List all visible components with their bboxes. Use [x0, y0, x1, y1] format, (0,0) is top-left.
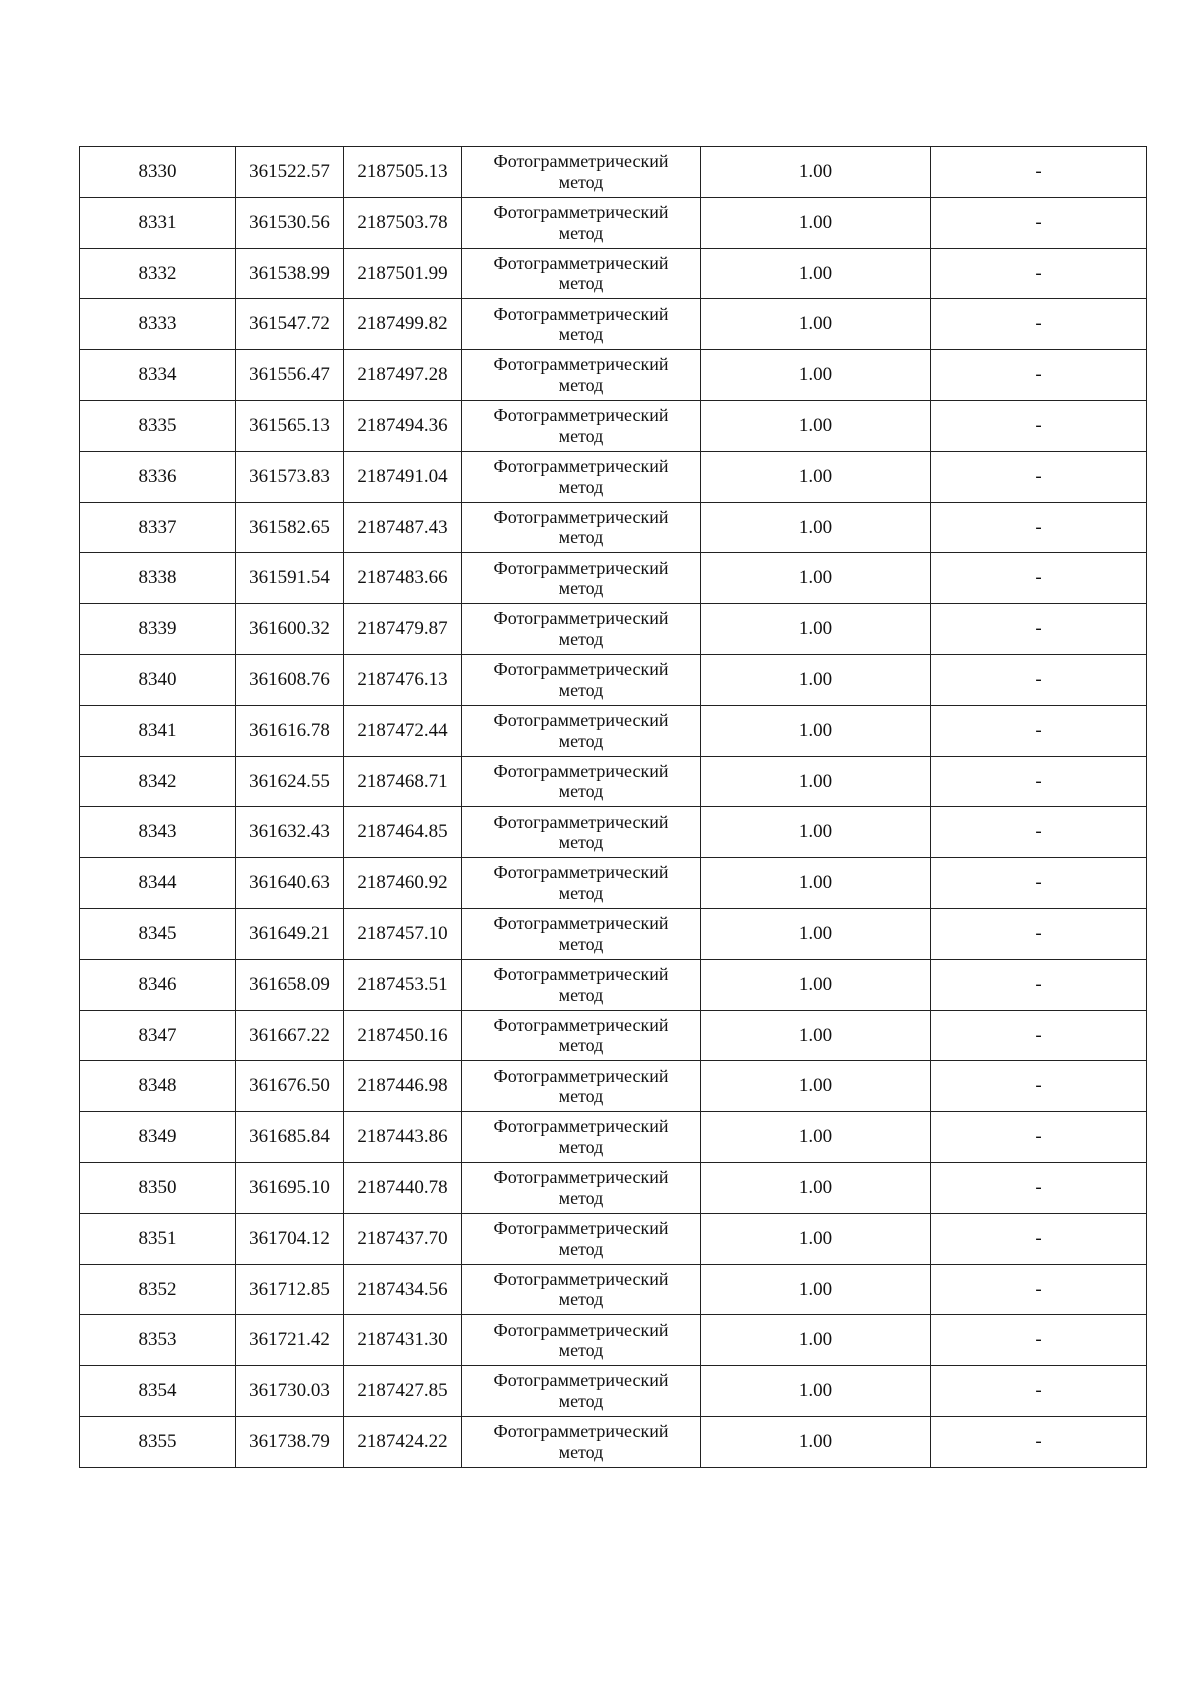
method-line-2: метод [558, 324, 604, 345]
accuracy-cell: 1.00 [701, 1061, 931, 1112]
note-cell: - [931, 451, 1147, 502]
note-cell: - [931, 1213, 1147, 1264]
method-line-1: Фотограмметрический [493, 608, 669, 629]
method-cell [462, 1213, 701, 1264]
accuracy-cell: 1.00 [701, 350, 931, 401]
table-row [80, 908, 1147, 959]
method-line-1: Фотограмметрический [493, 252, 669, 273]
method-line-2: метод [558, 476, 604, 497]
note-cell: - [931, 1061, 1147, 1112]
x-coordinate-cell: 361591.54 [236, 553, 344, 604]
method-line-1: Фотограмметрический [493, 709, 669, 730]
note-cell: - [931, 756, 1147, 807]
accuracy-cell: 1.00 [701, 147, 931, 198]
y-coordinate-cell: 2187479.87 [344, 604, 462, 655]
method-cell [462, 197, 701, 248]
note-cell: - [931, 147, 1147, 198]
point-number-cell: 8345 [80, 908, 236, 959]
method-line-2: метод [558, 1441, 604, 1462]
note-cell: - [931, 705, 1147, 756]
method-line-1: Фотограмметрический [493, 1319, 669, 1340]
method-line-2: метод [558, 1340, 604, 1361]
note-cell: - [931, 1416, 1147, 1467]
x-coordinate-cell: 361649.21 [236, 908, 344, 959]
table-row [80, 1061, 1147, 1112]
point-number-cell: 8333 [80, 299, 236, 350]
point-number-cell: 8351 [80, 1213, 236, 1264]
method-line-2: метод [558, 832, 604, 853]
note-cell: - [931, 502, 1147, 553]
method-line-2: метод [558, 578, 604, 599]
y-coordinate-cell: 2187460.92 [344, 858, 462, 909]
note-cell: - [931, 553, 1147, 604]
note-cell: - [931, 1010, 1147, 1061]
y-coordinate-cell: 2187431.30 [344, 1315, 462, 1366]
note-cell: - [931, 654, 1147, 705]
method-line-2: метод [558, 425, 604, 446]
x-coordinate-cell: 361624.55 [236, 756, 344, 807]
table-row [80, 502, 1147, 553]
accuracy-cell: 1.00 [701, 1315, 931, 1366]
x-coordinate-cell: 361695.10 [236, 1162, 344, 1213]
accuracy-cell: 1.00 [701, 400, 931, 451]
point-number-cell: 8334 [80, 350, 236, 401]
method-line-2: метод [558, 1391, 604, 1412]
note-cell: - [931, 1264, 1147, 1315]
x-coordinate-cell: 361573.83 [236, 451, 344, 502]
coordinates-table [79, 146, 1147, 1468]
table-row [80, 1366, 1147, 1417]
accuracy-cell: 1.00 [701, 756, 931, 807]
accuracy-cell: 1.00 [701, 553, 931, 604]
note-cell: - [931, 400, 1147, 451]
method-line-2: метод [558, 273, 604, 294]
table-row [80, 654, 1147, 705]
accuracy-cell: 1.00 [701, 959, 931, 1010]
table-row [80, 1213, 1147, 1264]
method-cell [462, 1061, 701, 1112]
point-number-cell: 8343 [80, 807, 236, 858]
note-cell: - [931, 197, 1147, 248]
y-coordinate-cell: 2187446.98 [344, 1061, 462, 1112]
method-line-1: Фотограмметрический [493, 506, 669, 527]
table-row [80, 959, 1147, 1010]
y-coordinate-cell: 2187472.44 [344, 705, 462, 756]
x-coordinate-cell: 361667.22 [236, 1010, 344, 1061]
note-cell: - [931, 959, 1147, 1010]
table-row [80, 1112, 1147, 1163]
method-line-1: Фотограмметрический [493, 862, 669, 883]
method-cell [462, 908, 701, 959]
method-line-1: Фотограмметрический [493, 1268, 669, 1289]
method-line-1: Фотограмметрический [493, 354, 669, 375]
accuracy-cell: 1.00 [701, 1416, 931, 1467]
method-line-1: Фотограмметрический [493, 1014, 669, 1035]
table-row [80, 1264, 1147, 1315]
table-row [80, 451, 1147, 502]
method-cell [462, 350, 701, 401]
table-row [80, 350, 1147, 401]
method-line-2: метод [558, 1086, 604, 1107]
x-coordinate-cell: 361547.72 [236, 299, 344, 350]
y-coordinate-cell: 2187501.99 [344, 248, 462, 299]
method-line-1: Фотограмметрический [493, 811, 669, 832]
y-coordinate-cell: 2187497.28 [344, 350, 462, 401]
note-cell: - [931, 299, 1147, 350]
accuracy-cell: 1.00 [701, 1010, 931, 1061]
method-line-1: Фотограмметрический [493, 1065, 669, 1086]
method-cell [462, 451, 701, 502]
table-row [80, 756, 1147, 807]
accuracy-cell: 1.00 [701, 654, 931, 705]
table-row [80, 1416, 1147, 1467]
table-row [80, 604, 1147, 655]
method-cell [462, 248, 701, 299]
method-line-2: метод [558, 984, 604, 1005]
point-number-cell: 8335 [80, 400, 236, 451]
y-coordinate-cell: 2187483.66 [344, 553, 462, 604]
x-coordinate-cell: 361530.56 [236, 197, 344, 248]
method-cell [462, 705, 701, 756]
y-coordinate-cell: 2187440.78 [344, 1162, 462, 1213]
method-cell [462, 1264, 701, 1315]
y-coordinate-cell: 2187450.16 [344, 1010, 462, 1061]
y-coordinate-cell: 2187503.78 [344, 197, 462, 248]
x-coordinate-cell: 361730.03 [236, 1366, 344, 1417]
method-cell [462, 1162, 701, 1213]
method-line-1: Фотограмметрический [493, 557, 669, 578]
method-cell [462, 1010, 701, 1061]
method-line-1: Фотограмметрический [493, 963, 669, 984]
point-number-cell: 8338 [80, 553, 236, 604]
method-line-1: Фотограмметрический [493, 659, 669, 680]
y-coordinate-cell: 2187443.86 [344, 1112, 462, 1163]
method-cell [462, 400, 701, 451]
point-number-cell: 8342 [80, 756, 236, 807]
point-number-cell: 8347 [80, 1010, 236, 1061]
accuracy-cell: 1.00 [701, 502, 931, 553]
method-cell [462, 553, 701, 604]
table-row [80, 858, 1147, 909]
method-cell [462, 654, 701, 705]
method-line-2: метод [558, 527, 604, 548]
accuracy-cell: 1.00 [701, 604, 931, 655]
point-number-cell: 8341 [80, 705, 236, 756]
accuracy-cell: 1.00 [701, 248, 931, 299]
x-coordinate-cell: 361658.09 [236, 959, 344, 1010]
note-cell: - [931, 858, 1147, 909]
x-coordinate-cell: 361608.76 [236, 654, 344, 705]
note-cell: - [931, 604, 1147, 655]
method-line-1: Фотограмметрический [493, 1421, 669, 1442]
method-line-2: метод [558, 629, 604, 650]
note-cell: - [931, 807, 1147, 858]
accuracy-cell: 1.00 [701, 705, 931, 756]
point-number-cell: 8339 [80, 604, 236, 655]
method-cell [462, 1366, 701, 1417]
x-coordinate-cell: 361712.85 [236, 1264, 344, 1315]
method-line-1: Фотограмметрический [493, 1217, 669, 1238]
method-cell [462, 959, 701, 1010]
table-row [80, 299, 1147, 350]
method-line-1: Фотограмметрический [493, 303, 669, 324]
method-line-2: метод [558, 1187, 604, 1208]
x-coordinate-cell: 361704.12 [236, 1213, 344, 1264]
note-cell: - [931, 1366, 1147, 1417]
method-line-2: метод [558, 730, 604, 751]
x-coordinate-cell: 361565.13 [236, 400, 344, 451]
accuracy-cell: 1.00 [701, 807, 931, 858]
accuracy-cell: 1.00 [701, 1366, 931, 1417]
note-cell: - [931, 1315, 1147, 1366]
point-number-cell: 8330 [80, 147, 236, 198]
x-coordinate-cell: 361582.65 [236, 502, 344, 553]
method-line-1: Фотограмметрический [493, 151, 669, 172]
point-number-cell: 8344 [80, 858, 236, 909]
method-line-2: метод [558, 1035, 604, 1056]
point-number-cell: 8340 [80, 654, 236, 705]
method-cell [462, 147, 701, 198]
method-line-2: метод [558, 1289, 604, 1310]
note-cell: - [931, 1162, 1147, 1213]
method-cell [462, 1416, 701, 1467]
point-number-cell: 8336 [80, 451, 236, 502]
x-coordinate-cell: 361632.43 [236, 807, 344, 858]
method-line-1: Фотограмметрический [493, 1167, 669, 1188]
x-coordinate-cell: 361616.78 [236, 705, 344, 756]
y-coordinate-cell: 2187494.36 [344, 400, 462, 451]
method-line-2: метод [558, 679, 604, 700]
method-line-2: метод [558, 1137, 604, 1158]
x-coordinate-cell: 361640.63 [236, 858, 344, 909]
point-number-cell: 8353 [80, 1315, 236, 1366]
accuracy-cell: 1.00 [701, 451, 931, 502]
x-coordinate-cell: 361538.99 [236, 248, 344, 299]
y-coordinate-cell: 2187476.13 [344, 654, 462, 705]
accuracy-cell: 1.00 [701, 858, 931, 909]
y-coordinate-cell: 2187457.10 [344, 908, 462, 959]
y-coordinate-cell: 2187487.43 [344, 502, 462, 553]
method-line-2: метод [558, 883, 604, 904]
x-coordinate-cell: 361721.42 [236, 1315, 344, 1366]
method-line-1: Фотограмметрический [493, 455, 669, 476]
method-line-2: метод [558, 1238, 604, 1259]
point-number-cell: 8349 [80, 1112, 236, 1163]
table-row [80, 1162, 1147, 1213]
x-coordinate-cell: 361522.57 [236, 147, 344, 198]
accuracy-cell: 1.00 [701, 1112, 931, 1163]
method-line-1: Фотограмметрический [493, 202, 669, 222]
y-coordinate-cell: 2187491.04 [344, 451, 462, 502]
method-line-1: Фотограмметрический [493, 913, 669, 934]
x-coordinate-cell: 361738.79 [236, 1416, 344, 1467]
method-line-1: Фотограмметрический [493, 1116, 669, 1137]
point-number-cell: 8346 [80, 959, 236, 1010]
note-cell: - [931, 248, 1147, 299]
accuracy-cell: 1.00 [701, 1264, 931, 1315]
method-cell [462, 858, 701, 909]
point-number-cell: 8355 [80, 1416, 236, 1467]
point-number-cell: 8350 [80, 1162, 236, 1213]
table-row [80, 197, 1147, 248]
note-cell: - [931, 350, 1147, 401]
x-coordinate-cell: 361600.32 [236, 604, 344, 655]
point-number-cell: 8332 [80, 248, 236, 299]
table-row [80, 1010, 1147, 1061]
y-coordinate-cell: 2187464.85 [344, 807, 462, 858]
method-cell [462, 502, 701, 553]
point-number-cell: 8348 [80, 1061, 236, 1112]
x-coordinate-cell: 361685.84 [236, 1112, 344, 1163]
accuracy-cell: 1.00 [701, 197, 931, 248]
method-cell [462, 1112, 701, 1163]
method-cell [462, 756, 701, 807]
note-cell: - [931, 1112, 1147, 1163]
x-coordinate-cell: 361556.47 [236, 350, 344, 401]
y-coordinate-cell: 2187424.22 [344, 1416, 462, 1467]
point-number-cell: 8354 [80, 1366, 236, 1417]
x-coordinate-cell: 361676.50 [236, 1061, 344, 1112]
point-number-cell: 8337 [80, 502, 236, 553]
method-line-2: метод [558, 222, 604, 243]
table-row [80, 553, 1147, 604]
y-coordinate-cell: 2187427.85 [344, 1366, 462, 1417]
y-coordinate-cell: 2187434.56 [344, 1264, 462, 1315]
method-line-1: Фотограмметрический [493, 760, 669, 781]
point-number-cell: 8331 [80, 197, 236, 248]
y-coordinate-cell: 2187453.51 [344, 959, 462, 1010]
table-row [80, 705, 1147, 756]
table-row [80, 248, 1147, 299]
method-line-2: метод [558, 375, 604, 396]
accuracy-cell: 1.00 [701, 1213, 931, 1264]
note-cell: - [931, 908, 1147, 959]
method-cell [462, 807, 701, 858]
method-line-2: метод [558, 171, 604, 192]
table-row [80, 147, 1147, 198]
method-line-1: Фотограмметрический [493, 1370, 669, 1391]
table-body [80, 147, 1147, 1468]
method-cell [462, 299, 701, 350]
accuracy-cell: 1.00 [701, 299, 931, 350]
method-cell [462, 604, 701, 655]
point-number-cell: 8352 [80, 1264, 236, 1315]
method-line-2: метод [558, 781, 604, 802]
y-coordinate-cell: 2187505.13 [344, 147, 462, 198]
accuracy-cell: 1.00 [701, 908, 931, 959]
method-cell [462, 1315, 701, 1366]
y-coordinate-cell: 2187437.70 [344, 1213, 462, 1264]
y-coordinate-cell: 2187499.82 [344, 299, 462, 350]
y-coordinate-cell: 2187468.71 [344, 756, 462, 807]
table-row [80, 807, 1147, 858]
method-line-1: Фотограмметрический [493, 405, 669, 426]
accuracy-cell: 1.00 [701, 1162, 931, 1213]
table-row [80, 400, 1147, 451]
method-line-2: метод [558, 933, 604, 954]
table-row [80, 1315, 1147, 1366]
